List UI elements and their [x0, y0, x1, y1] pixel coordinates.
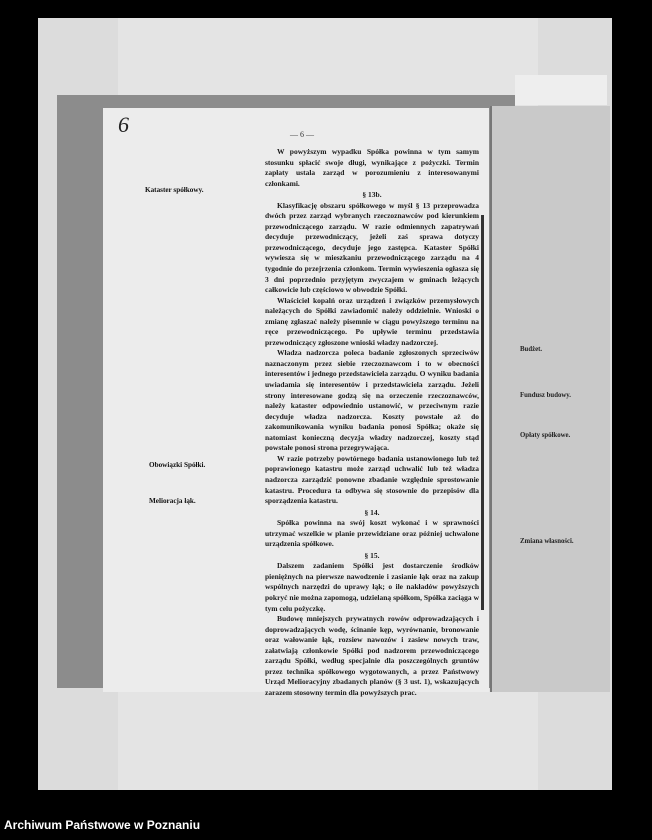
paragraph: Władza nadzorcza poleca badanie zgłoszonych sprzeciwów naznaczonym przez siebie rzeczoznawcom i to w obecności interesentów i jednego przedstawiciela zarządu. O wyniku badania uwiadamia się interesentów i przedstawiciela zarządu. Jeżeli strony interesowane godzą się na orzeczenie rzeczoznawców, należy kataster odpowiednio ustanowić, w przeciwnym razie decyduje władza nadzorcza. Koszty powstałe aż do zakomunikowania wyniku badania ponosi Spółka; okaże się natomiast konieczną decyzja władzy nadzorczej, koszty stąd powstałe ponosi strona przegrywająca.: [265, 348, 479, 453]
archive-footer: Archiwum Państwowe w Poznaniu: [4, 818, 201, 832]
margin-label: Obowiązki Spółki.: [149, 461, 206, 469]
right-label: Opłaty spółkowe.: [520, 432, 571, 439]
paragraph: Dalszem zadaniem Spółki jest dostarczenie środków pieniężnych na pierwsze nawodzenie i zasianie łąk oraz na zakup wspólnych narzędzi do uprawy łąk; o ile nakładów powyższych pokryć nie można zapomogą, udzielaną spółkom, Spółka zaciąga w tym celu pożyczkę.: [265, 561, 479, 613]
paragraph: Właściciel kopalń oraz urządzeń i związków przemysłowych należących do Spółki zawiadomić należy oddzielnie. Wnioski o zmianę zgłaszać należy pisemnie w ciągu powyższego terminu na ręce przewodniczącego. Po upływie terminu przedstawia przewodniczący zgłoszone wnioski władzy nadzorczej.: [265, 295, 479, 347]
paragraph: W powyższym wypadku Spółka powinna w tym samym stosunku spłacić swoje długi, wynikające z pożyczki. Termin zapłaty ustala zarząd w porozumieniu z interesowanymi członkami.: [265, 147, 479, 188]
handwritten-number: 6: [118, 112, 129, 137]
right-label: Zmiana własności.: [520, 538, 574, 545]
right-label: Budżet.: [520, 346, 543, 353]
paragraph: Klasyfikację obszaru spółkowego w myśl § 13 przeprowadza dwóch przez zarząd wybranych rzeczoznawców pod kierunkiem przewodniczącego zarządu. W razie odmiennych zapatrywań decyduje przewodniczący, jeżeli zaś sprawa dotyczy przewodniczącego, decyduje jego zastępca. Kataster Spółki wywiesza się w mieszkaniu przewodniczącego zarządu na 4 tygodnie do przejrzenia członkom. Termin wywieszenia ogłasza się 3 dni poprzednio przyjętym zwyczajem w gminach leżących całkowicie lub częściowo w obwodzie Spółki.: [265, 200, 479, 295]
binding-string: [481, 215, 484, 610]
paper-tab: [515, 75, 607, 105]
section-heading: § 15.: [364, 550, 380, 560]
margin-label: Kataster spółkowy.: [145, 186, 204, 194]
page-number: — 6 —: [290, 130, 314, 139]
right-label: Fundusz budowy.: [520, 392, 572, 399]
right-page: [490, 106, 610, 692]
section-heading: § 13b.: [362, 190, 382, 200]
paragraph: W razie potrzeby powtórnego badania ustanowionego lub też poprawionego katastru może zarząd uchwalić lub też władza nadzorcza zarządzić ponowne zbadanie względnie sprostowanie katastru. Procedura ta odbywa się stosownie do przepisów dla sporządzenia katastru.: [265, 453, 479, 506]
margin-label: Melioracja łąk.: [149, 497, 196, 505]
paragraph: Spółka powinna na swój koszt wykonać i w sprawności utrzymać wszelkie w planie przewidziane oraz później uchwalone urządzenia spółkowe.: [265, 518, 479, 549]
section-heading: § 14.: [364, 507, 380, 517]
paragraph: Budowę mniejszych prywatnych rowów odprowadzających i doprowadzających wodę, ścinanie kęp, wyrównanie, bronowanie oraz wałowanie łąk, rozsiew nawozów i zasiew nowych traw, załatwiają członkowie Spółki pod nadzorem przewodniczącego zarządu Spółki, według specjalnie dla poszczególnych gruntów przez technika spółkowego wygotowanych, a przez Państwowy Urząd Melioracyjny zbadanych planów (§ 3 ust. 1), wskazujących zarazem stosowny termin dla powyższych prac.: [265, 614, 479, 697]
text-column: [265, 147, 479, 698]
